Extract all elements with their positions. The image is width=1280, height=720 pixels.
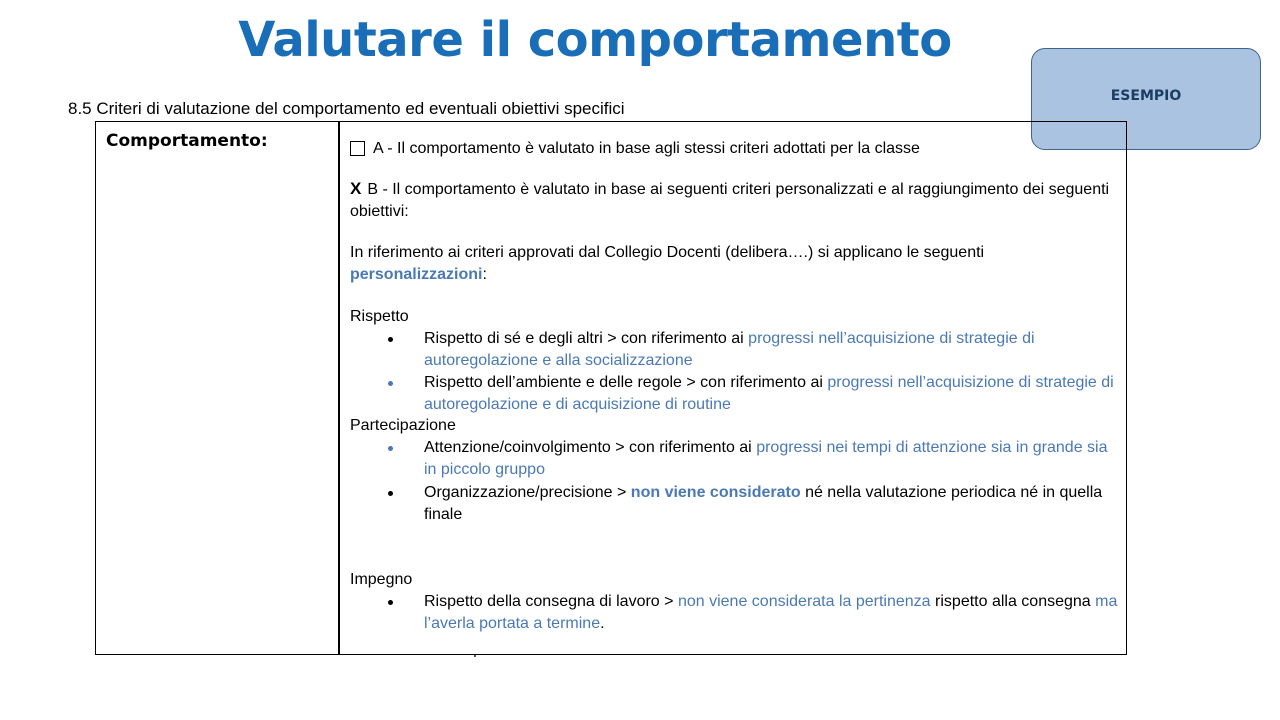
intro-highlight: personalizzazioni: [350, 266, 483, 283]
bullet-icon: [388, 337, 393, 342]
behavior-table: [95, 121, 1127, 655]
list-item: [424, 437, 1124, 481]
group-impegno-label: Impegno: [350, 571, 413, 588]
item-highlight-2: ma l’averla portata a termine: [424, 593, 1118, 632]
item-text: Rispetto di sé e degli altri > con riferimento ai: [424, 330, 744, 347]
bullet-icon: [388, 491, 393, 496]
item-highlight: progressi nei tempi di attenzione sia in grande sia in piccolo gruppo: [424, 439, 1108, 478]
intro-paragraph: [350, 242, 1120, 286]
item-highlight: non viene considerato: [630, 484, 801, 501]
group-partecipazione-label: Partecipazione: [350, 417, 456, 434]
bullet-icon: [388, 381, 393, 386]
item-highlight: progressi nell’acquisizione di strategie di autoregolazione e di acquisizione di routine: [424, 374, 1114, 413]
item-suffix: né nella valutazione periodica né in quella finale: [424, 484, 1103, 523]
example-badge-label: ESEMPIO: [1110, 88, 1182, 104]
list-item: [424, 482, 1124, 526]
option-a-checkbox[interactable]: [350, 141, 365, 156]
item-text: Organizzazione/precisione >: [424, 484, 627, 501]
item-text: Rispetto dell’ambiente e delle regole > con riferimento ai: [424, 374, 823, 391]
option-a: [350, 138, 1120, 160]
list-item: [424, 372, 1124, 416]
group-rispetto-label: Rispetto: [350, 308, 409, 325]
list-item: [424, 591, 1124, 635]
item-text: Rispetto della consegna di lavoro >: [424, 593, 674, 610]
list-item: [424, 328, 1124, 372]
item-suffix: .: [600, 615, 605, 632]
left-column-header: Comportamento:: [106, 131, 268, 151]
bullet-icon: [388, 446, 393, 451]
stray-mark: [474, 655, 476, 657]
page-title: Valutare il comportamento: [238, 12, 952, 68]
section-label: 8.5 Criteri di valutazione del comportamento ed eventuali obiettivi specifici: [68, 99, 625, 118]
intro-suffix: :: [482, 266, 487, 283]
intro-text: In riferimento ai criteri approvati dal Collegio Docenti (delibera….) si applicano le seguenti: [350, 244, 985, 261]
option-b-mark: X: [350, 179, 362, 198]
item-middle: rispetto alla consegna: [935, 593, 1091, 610]
bullet-icon: [388, 600, 393, 605]
option-b: [350, 178, 1120, 223]
item-highlight: non viene considerata la pertinenza: [677, 593, 931, 610]
option-a-text: A - Il comportamento è valutato in base agli stessi criteri adottati per la classe: [373, 140, 920, 157]
column-divider: [338, 122, 340, 654]
item-highlight: progressi nell’acquisizione di strategie di autoregolazione e alla socializzazione: [424, 330, 1035, 369]
option-b-text: B - Il comportamento è valutato in base ai seguenti criteri personalizzati e al raggiungimento dei seguenti obiettivi:: [350, 181, 1110, 220]
item-text: Attenzione/coinvolgimento > con riferimento ai: [424, 439, 752, 456]
